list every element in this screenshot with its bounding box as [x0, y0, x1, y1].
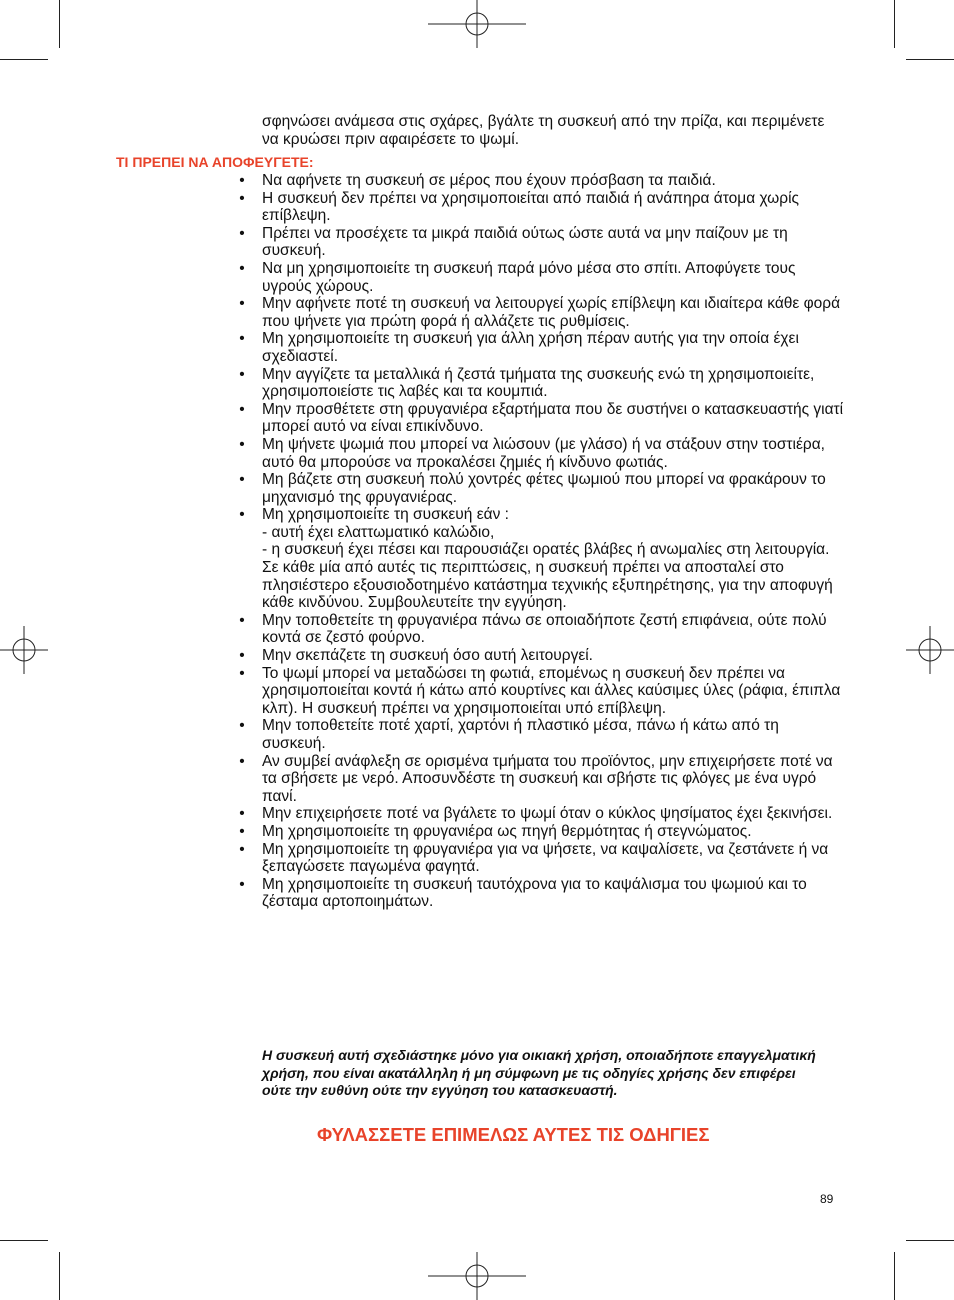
list-item-text: Μη χρησιμοποιείτε τη συσκευή ταυτόχρονα για το καψάλισμα του ψωμιού και το ζέσταμα αρτοποιημάτων. [262, 875, 807, 911]
bullet-icon: • [239, 224, 245, 242]
list-item-text: Μην σκεπάζετε τη συσκευή όσο αυτή λειτουργεί. [262, 647, 593, 665]
bullet-icon: • [239, 717, 245, 735]
crop-mark-top-right-vertical [894, 0, 895, 48]
list-item [234, 172, 844, 190]
list-item [234, 436, 844, 471]
crop-mark-top-left-horizontal [0, 59, 48, 60]
bullet-icon: • [239, 647, 245, 665]
bullet-icon: • [239, 365, 245, 383]
bullet-icon: • [239, 664, 245, 682]
list-item [234, 612, 844, 647]
list-item-text: Μη χρησιμοποιείτε τη φρυγανιέρα για να ψήσετε, να καψαλίσετε, να ζεστάνετε ή να ξεπαγώσετε παγωμένα φαγητά. [262, 840, 829, 876]
bullet-icon: • [239, 805, 245, 823]
list-item-text: Μη χρησιμοποιείτε τη φρυγανιέρα ως πηγή θερμότητας ή στεγνώματος. [262, 822, 752, 840]
footer-title: ΦΥΛΑΣΣΕΤΕ ΕΠΙΜΕΛΩΣ ΑΥΤΕΣ ΤΙΣ ΟΔΗΓΙΕΣ [317, 1124, 710, 1145]
bullet-icon: • [239, 189, 245, 207]
list-item-text: Μη χρησιμοποιείτε τη συσκευή για άλλη χρήση πέραν αυτής για την οποία έχει σχεδιαστεί. [262, 330, 799, 365]
crop-mark-top-right-horizontal [906, 59, 954, 60]
bullet-icon: • [239, 611, 245, 629]
registration-mark-left-icon [0, 626, 48, 674]
list-item-text: Να μη χρησιμοποιείτε τη συσκευή παρά μόνο μέσα στο σπίτι. Αποφύγετε τους υγρούς χώρους. [262, 259, 796, 295]
crop-mark-bottom-left-vertical [59, 1252, 60, 1300]
list-item [234, 805, 844, 823]
section-heading: ΤΙ ΠΡΕΠΕΙ ΝΑ ΑΠΟΦΕΥΓΕΤΕ: [116, 154, 314, 170]
list-item [234, 647, 844, 665]
list-item-text: Μην τοποθετείτε τη φρυγανιέρα πάνω σε οποιαδήποτε ζεστή επιφάνεια, ούτε πολύ κοντά σε ζεστό φούρνο. [262, 611, 827, 647]
bullet-icon: • [239, 435, 245, 453]
bullet-icon: • [239, 330, 245, 348]
list-item-text: Μην προσθέτετε στη φρυγανιέρα εξαρτήματα που δε συστήνει ο κατασκευαστής γιατί μπορεί αυτό να είναι επικίνδυνο. [262, 400, 844, 436]
bullet-icon: • [239, 506, 245, 524]
list-item-text: Να αφήνετε τη συσκευή σε μέρος που έχουν πρόσβαση τα παιδιά. [262, 172, 716, 189]
list-item [234, 841, 844, 876]
crop-mark-top-left-vertical [59, 0, 60, 48]
list-item [234, 366, 844, 401]
list-item [234, 665, 844, 718]
list-item-text: Μην επιχειρήσετε ποτέ να βγάλετε το ψωμί όταν ο κύκλος ψησίματος έχει ξεκινήσει. [262, 805, 833, 823]
bullet-icon: • [239, 295, 245, 313]
crop-mark-bottom-left-horizontal [0, 1240, 48, 1241]
list-item [234, 190, 844, 225]
list-item-text: Μην αφήνετε ποτέ τη συσκευή να λειτουργεί χωρίς επίβλεψη και ιδιαίτερα κάθε φορά που ψήνετε για πρώτη φορά ή αλλάζετε τις ρυθμίσεις. [262, 295, 841, 330]
list-item [234, 876, 844, 911]
page-number: 89 [820, 1192, 834, 1206]
bullet-icon: • [239, 752, 245, 770]
bullet-icon: • [239, 259, 245, 277]
bullet-icon: • [239, 400, 245, 418]
bullet-icon: • [239, 875, 245, 893]
crop-mark-bottom-right-horizontal [906, 1240, 954, 1241]
list-item-text: Το ψωμί μπορεί να μεταδώσει τη φωτιά, επομένως η συσκευή δεν πρέπει να χρησιμοποιείται κοντά ή κάτω από κουρτίνες και άλλες καύσιμες ύλες (ράφια, έπιπλα κλπ). Η συσκευή πρέπει να χρησιμοποιείται υπό επίβλεψη. [262, 664, 841, 717]
warning-paragraph: Η συσκευή αυτή σχεδιάστηκε μόνο για οικιακή χρήση, οποιαδήποτε επαγγελματική χρήση, που είναι ακατάλληλη ή μη σύμφωνη με τις οδηγίες χρήσης δεν επιφέρει ούτε την ευθύνη ούτε την εγγύηση του κατασκευαστή. [262, 1047, 816, 1098]
bullet-icon: • [239, 471, 245, 489]
list-item-text: Μη βάζετε στη συσκευή πολύ χοντρές φέτες ψωμιού που μπορεί να φρακάρουν το μηχανισμό της φρυγανιέρας. [262, 471, 826, 506]
intro-paragraph: σφηνώσει ανάμεσα στις σχάρες, βγάλτε τη συσκευή από την πρίζα, και περιμένετε να κρυώσει πριν αφαιρέσετε το ψωμί. [262, 113, 825, 148]
bullet-icon: • [239, 840, 245, 858]
list-item-text: Μην αγγίζετε τα μεταλλικά ή ζεστά τμήματα της συσκευής ενώ τη χρησιμοποιείτε, χρησιμοποιείστε τις λαβές και τα κουμπιά. [262, 365, 815, 401]
list-item [234, 225, 844, 260]
registration-mark-right-icon [906, 626, 954, 674]
list-item [234, 753, 844, 806]
precautions-list [234, 172, 844, 911]
list-item [234, 260, 844, 295]
registration-mark-top-icon [428, 0, 526, 48]
list-item-text: Αν συμβεί ανάφλεξη σε ορισμένα τμήματα του προϊόντος, μην επιχειρήσετε ποτέ να τα σβήσετε με νερό. Αποσυνδέστε τη συσκευή και σβήστε τις φλόγες με ένα υγρό πανί. [262, 752, 833, 805]
list-item [234, 401, 844, 436]
list-item-text: Μην τοποθετείτε ποτέ χαρτί, χαρτόνι ή πλαστικό μέσα, πάνω ή κάτω από τη συσκευή. [262, 717, 779, 752]
list-item-text: Πρέπει να προσέχετε τα μικρά παιδιά ούτως ώστε αυτά να μην παίζουν με τη συσκευή. [262, 224, 788, 260]
list-item [234, 330, 844, 365]
list-item [234, 295, 844, 330]
crop-mark-bottom-right-vertical [894, 1252, 895, 1300]
bullet-icon: • [239, 822, 245, 840]
list-item-text: Μη χρησιμοποιείτε τη συσκευή εάν : - αυτή έχει ελαττωματικό καλώδιο, - η συσκευή έχει πέσει και παρουσιάζει ορατές βλάβες ή ανωμαλίες στη λειτουργία. Σε κάθε μία από αυτές τις περιπτώσεις, η συσκευή πρέπει να αποσταλεί στο πλησιέστερο εξουσιοδοτημένο κατάστημα τεχνικής εξυπηρέτησης, για την αποφυγή κάθε κινδύνου. Συμβουλευτείτε την εγγύηση. [262, 506, 833, 612]
list-item [234, 717, 844, 752]
bullet-icon: • [239, 172, 245, 189]
registration-mark-bottom-icon [428, 1252, 526, 1300]
list-item [234, 823, 844, 841]
list-item [234, 471, 844, 506]
list-item [234, 506, 844, 612]
list-item-text: Η συσκευή δεν πρέπει να χρησιμοποιείται από παιδιά ή ανάπηρα άτομα χωρίς επίβλεψη. [262, 189, 800, 225]
list-item-text: Μη ψήνετε ψωμιά που μπορεί να λιώσουν (με γλάσο) ή να στάξουν στην τοστιέρα, αυτό θα μπορούσε να προκαλέσει ζημιές ή κίνδυνο φωτιάς. [262, 435, 825, 471]
